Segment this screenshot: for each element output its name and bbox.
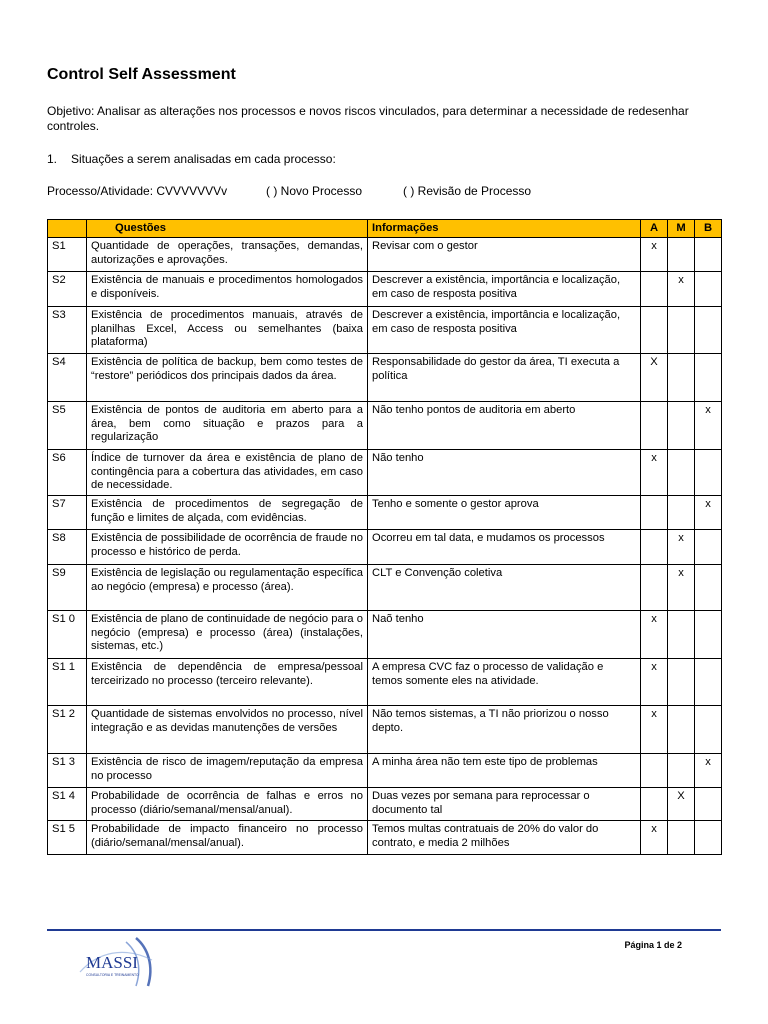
row-mark-a: x	[641, 706, 668, 754]
table-row	[48, 530, 722, 565]
row-mark-b: x	[695, 402, 722, 450]
row-question: Existência de risco de imagem/reputação da empresa no processo	[87, 754, 368, 788]
row-question: Existência de procedimentos de segregação de função e limites de alçada, com evidências.	[87, 496, 368, 530]
process-line	[47, 184, 532, 198]
row-question: Existência de pontos de auditoria em aberto para a área, bem como situação e prazos para a regularização	[87, 402, 368, 450]
table-row	[48, 754, 722, 788]
row-mark-m: x	[668, 272, 695, 307]
page-number: Página 1 de 2	[624, 940, 682, 950]
row-mark-a: x	[641, 659, 668, 706]
row-id: S1 5	[48, 821, 87, 855]
assessment-table	[47, 219, 722, 855]
row-information: Descrever a existência, importância e localização, em caso de resposta positiva	[368, 307, 641, 354]
table-row	[48, 450, 722, 496]
row-information: A minha área não tem este tipo de problemas	[368, 754, 641, 788]
row-mark-m	[668, 307, 695, 354]
header-questions: Questões	[87, 220, 368, 238]
row-id: S1 1	[48, 659, 87, 706]
row-information: Não tenho pontos de auditoria em aberto	[368, 402, 641, 450]
row-question: Existência de manuais e procedimentos homologados e disponíveis.	[87, 272, 368, 307]
row-id: S1 2	[48, 706, 87, 754]
objective-text: Objetivo: Analisar as alterações nos processos e novos riscos vinculados, para determinar a necessidade de redesenhar controles.	[47, 104, 689, 133]
header-a: A	[641, 220, 668, 238]
row-question: Probabilidade de ocorrência de falhas e erros no processo (diário/semanal/mensal/anual).	[87, 788, 368, 821]
table-row	[48, 354, 722, 402]
footer-divider	[47, 929, 721, 931]
table-row	[48, 788, 722, 821]
row-mark-b	[695, 659, 722, 706]
row-id: S3	[48, 307, 87, 354]
row-id: S1 4	[48, 788, 87, 821]
row-mark-b	[695, 272, 722, 307]
row-mark-b	[695, 611, 722, 659]
row-mark-b: x	[695, 754, 722, 788]
row-id: S4	[48, 354, 87, 402]
table-row	[48, 272, 722, 307]
header-id	[48, 220, 87, 238]
table-row	[48, 496, 722, 530]
table-row	[48, 307, 722, 354]
row-question: Probabilidade de impacto financeiro no processo (diário/semanal/mensal/anual).	[87, 821, 368, 855]
logo-wordmark: MASSI	[86, 953, 138, 972]
table-row	[48, 659, 722, 706]
row-mark-m	[668, 821, 695, 855]
new-process-option: ( ) Novo Processo	[266, 184, 363, 198]
massi-logo	[78, 936, 168, 992]
row-mark-b	[695, 307, 722, 354]
row-information: Ocorreu em tal data, e mudamos os processos	[368, 530, 641, 565]
row-mark-a: x	[641, 821, 668, 855]
row-question: Existência de possibilidade de ocorrência de fraude no processo e histórico de perda.	[87, 530, 368, 565]
row-mark-m	[668, 611, 695, 659]
row-mark-m	[668, 706, 695, 754]
row-mark-b	[695, 238, 722, 272]
row-question: Existência de dependência de empresa/pessoal terceirizado no processo (terceiro relevante).	[87, 659, 368, 706]
row-mark-m	[668, 238, 695, 272]
row-information: Tenho e somente o gestor aprova	[368, 496, 641, 530]
row-mark-m	[668, 402, 695, 450]
review-process-option: ( ) Revisão de Processo	[403, 184, 532, 198]
row-mark-m	[668, 659, 695, 706]
row-id: S2	[48, 272, 87, 307]
header-b: B	[695, 220, 722, 238]
document-title: Control Self Assessment	[47, 66, 236, 83]
row-id: S1 0	[48, 611, 87, 659]
row-mark-m: x	[668, 530, 695, 565]
row-mark-b	[695, 788, 722, 821]
row-question: Existência de política de backup, bem como testes de “restore” periódicos dos principais dados da área.	[87, 354, 368, 402]
row-id: S5	[48, 402, 87, 450]
section-heading	[47, 152, 336, 166]
row-mark-b: x	[695, 496, 722, 530]
header-information: Informações	[368, 220, 641, 238]
row-id: S9	[48, 565, 87, 611]
logo-tagline: CONSULTORIA E TREINAMENTO	[86, 973, 139, 977]
header-m: M	[668, 220, 695, 238]
row-mark-m	[668, 450, 695, 496]
row-mark-a	[641, 754, 668, 788]
row-id: S6	[48, 450, 87, 496]
row-information: Temos multas contratuais de 20% do valor do contrato, e media 2 milhões	[368, 821, 641, 855]
row-mark-a	[641, 530, 668, 565]
row-mark-m	[668, 496, 695, 530]
row-information: CLT e Convenção coletiva	[368, 565, 641, 611]
row-mark-a	[641, 307, 668, 354]
row-mark-b	[695, 530, 722, 565]
section-number: 1.	[47, 152, 58, 166]
row-id: S7	[48, 496, 87, 530]
row-question: Existência de plano de continuidade de negócio para o negócio (empresa) e processo (área) (instalações, sistemas, etc.)	[87, 611, 368, 659]
row-mark-a: x	[641, 238, 668, 272]
section-title: Situações a serem analisadas em cada processo:	[71, 152, 336, 166]
row-question: Quantidade de sistemas envolvidos no processo, nível integração e as devidas manutenções de versões	[87, 706, 368, 754]
row-question: Existência de procedimentos manuais, através de planilhas Excel, Access ou semelhantes (baixa plataforma)	[87, 307, 368, 354]
row-id: S1 3	[48, 754, 87, 788]
row-mark-b	[695, 706, 722, 754]
row-mark-a	[641, 788, 668, 821]
row-mark-m: X	[668, 788, 695, 821]
row-mark-b	[695, 450, 722, 496]
table-row	[48, 821, 722, 855]
row-mark-a	[641, 402, 668, 450]
row-mark-a	[641, 565, 668, 611]
row-information: Descrever a existência, importância e localização, em caso de resposta positiva	[368, 272, 641, 307]
row-mark-b	[695, 821, 722, 855]
row-information: Não tenho	[368, 450, 641, 496]
row-information: Responsabilidade do gestor da área, TI executa a política	[368, 354, 641, 402]
row-information: A empresa CVC faz o processo de validação e temos somente eles na atividade.	[368, 659, 641, 706]
table-row	[48, 565, 722, 611]
table-header-row	[48, 220, 722, 238]
row-id: S8	[48, 530, 87, 565]
row-id: S1	[48, 238, 87, 272]
row-mark-a	[641, 272, 668, 307]
process-label: Processo/Atividade: CVVVVVVVv	[47, 184, 228, 198]
row-mark-a: x	[641, 450, 668, 496]
row-question: Índice de turnover da área e existência de plano de contingência para a cobertura das atividades, em caso de necessidade.	[87, 450, 368, 496]
row-mark-m	[668, 354, 695, 402]
row-question: Existência de legislação ou regulamentação específica ao negócio (empresa) e processo (área).	[87, 565, 368, 611]
row-information: Revisar com o gestor	[368, 238, 641, 272]
row-information: Não temos sistemas, a TI não priorizou o nosso depto.	[368, 706, 641, 754]
row-mark-b	[695, 565, 722, 611]
row-question: Quantidade de operações, transações, demandas, autorizações e aprovações.	[87, 238, 368, 272]
row-mark-m: x	[668, 565, 695, 611]
row-mark-a: x	[641, 611, 668, 659]
row-information: Naõ tenho	[368, 611, 641, 659]
table-row	[48, 706, 722, 754]
row-information: Duas vezes por semana para reprocessar o documento tal	[368, 788, 641, 821]
row-mark-m	[668, 754, 695, 788]
table-row	[48, 402, 722, 450]
row-mark-a	[641, 496, 668, 530]
row-mark-a: X	[641, 354, 668, 402]
table-row	[48, 238, 722, 272]
table-row	[48, 611, 722, 659]
row-mark-b	[695, 354, 722, 402]
